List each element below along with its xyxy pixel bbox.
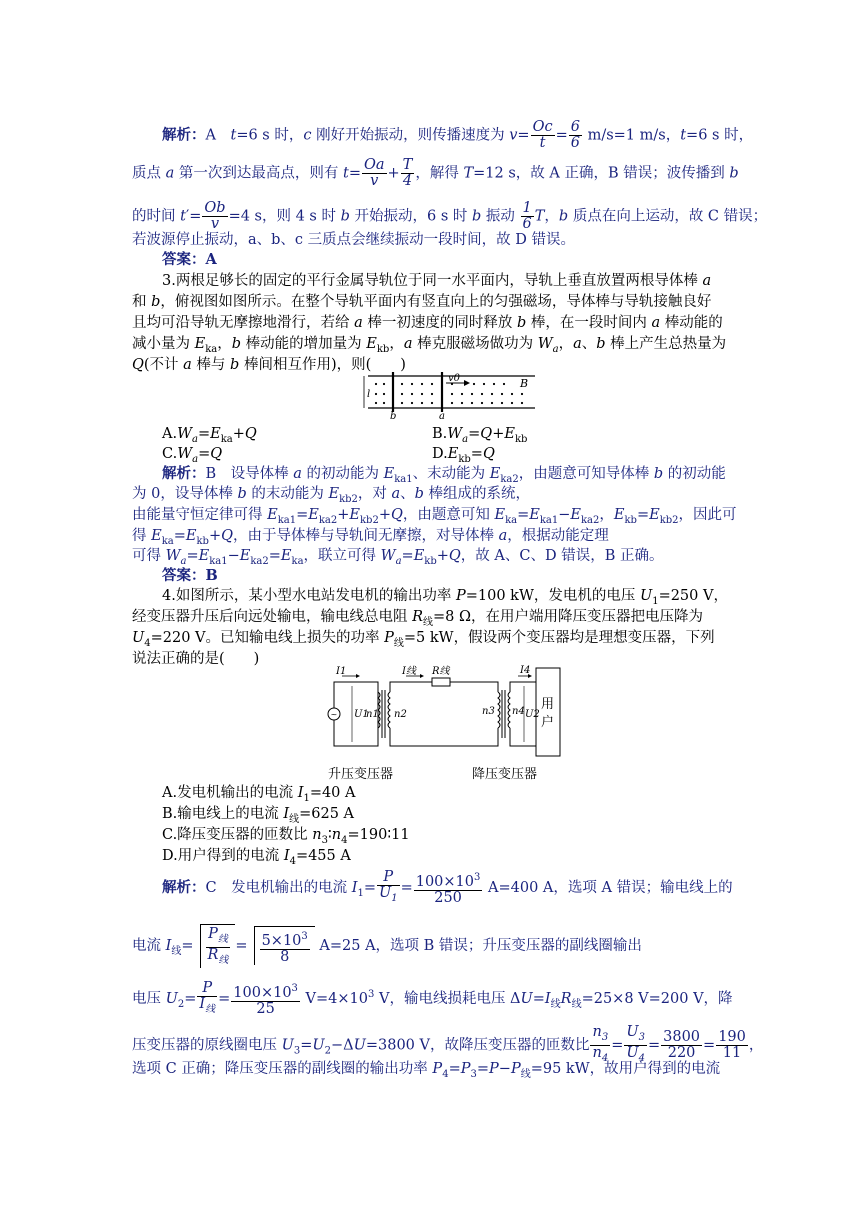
label-b: b xyxy=(390,411,397,420)
q2-answer: 答案：A xyxy=(162,251,217,268)
q4-stem-line-3: $U_4=220$ V。已知输电线上损失的功率 $P_线=5$ kW，假设两个变压器均是理想变压器，下列 xyxy=(132,630,715,649)
q3-answer: 答案：B xyxy=(162,567,218,584)
q2-analysis-line-2: 质点 a 第一次到达最高点，则有 t= $\frac{Oa}{v}$ + $\frac{T}{4}$ ，解得 T=12 s，故 A 正确，B 错误；波传播到 b xyxy=(132,157,739,189)
label-n3: n3 xyxy=(482,706,495,717)
q4-analysis-line-2: 电流 $I_线=$ $\frac{P_线}{R_线}$ = $\frac{5\times 10^3}{8}$ A=25 A，选项 B 错误；升压变压器的副线圈输出 xyxy=(132,926,642,966)
q3-stem-line-5: Q(不计 a 棒与 b 棒间相互作用)，则( ) xyxy=(132,357,406,373)
q3-stem-line-1: 3.两根足够长的固定的平行金属导轨位于同一水平面内，导轨上垂直放置两根导体棒 a xyxy=(162,273,712,289)
caption-step-down: 降压变压器 xyxy=(472,767,538,782)
label-U2: U2 xyxy=(525,709,540,720)
label-n2: n2 xyxy=(394,709,407,720)
q4-option-b: B.输电线上的电流 $I_线=625$ A xyxy=(162,806,355,825)
q4-analysis-line-4: 压变压器的原线圈电压 $U_3=U_2-\Delta U=3800$ V，故降压变压器的匝数比 $\frac{n_3}{n_4}$ = $\frac{U_3}{U_4}$ = $\frac{3800}{220}$ = $\frac{190}{11}$ ， xyxy=(132,1024,764,1064)
label-I4: I4 xyxy=(520,665,531,676)
q3-option-d: $D.E_{kb}=Q$ xyxy=(432,446,495,465)
q3-stem-line-2: 和 b，俯视图如图所示。在整个导轨平面内有竖直向上的匀强磁场，导体棒与导轨接触良好 xyxy=(132,294,712,310)
label-U1: U1 xyxy=(354,709,369,720)
q3-option-c: $C.W_a=Q$ xyxy=(162,446,223,465)
label-n4: n4 xyxy=(512,706,525,717)
q4-stem-line-1: 4.如图所示，某小型水电站发电机的输出功率 P=100 kW，发电机的电压 $U_1=250$ V， xyxy=(162,588,728,607)
q3-stem-line-4: 减小量为 $E_{ka}$，b 棒动能的增加量为 $E_{kb}$，a 棒克服磁场做功为 $W_a$，a、b 棒上产生总热量为 xyxy=(132,336,727,355)
rails-figure xyxy=(360,370,540,420)
q3-analysis-line-2: 为 0，设导体棒 b 的末动能为 $E_{kb2}$，对 a、b 棒组成的系统， xyxy=(132,486,531,505)
label-B: B xyxy=(520,377,529,390)
q4-stem-line-2: 经变压器升压后向远处输电，输电线总电阻 $R_线=8$ Ω，在用户端用降压变压器把电压降为 xyxy=(132,609,704,628)
q2-analysis-line-4: 若波源停止振动，a、b、c 三质点会继续振动一段时间，故 D 错误。 xyxy=(132,232,575,248)
caption-step-up: 升压变压器 xyxy=(328,767,394,782)
label-I-line: I线 xyxy=(402,666,416,677)
q4-option-a: A.发电机输出的电流 $I_1=40$ A xyxy=(162,785,356,804)
user-label-2: 户 xyxy=(541,715,555,730)
q4-option-d: D.用户得到的电流 $I_4=455$ A xyxy=(162,848,351,867)
q4-analysis-line-5: 选项 C 正确；降压变压器的副线圈的输出功率 $P_4=P_3=P-P_线=95$ kW，故用户得到的电流 xyxy=(132,1061,721,1080)
q2-analysis-line-1: 解析：A t=6 s 时，c 刚好开始振动，则传播速度为 v= $\frac{Oc}{t}$ = $\frac{6}{6}$ m/s=1 m/s，t=6 s 时， xyxy=(162,119,754,151)
q3-option-a: $A.W_a=E_{ka}+Q$ xyxy=(162,426,257,445)
q4-option-c: C.降压变压器的匝数比 $n_3∶n_4=190∶11$ xyxy=(162,827,410,846)
label-n1: n1 xyxy=(366,709,379,720)
q4-analysis-line-1: 解析：C 发电机输出的电流 $I_1=$ $\frac{P}{U_1}$ = $\frac{100\times 10^3}{250}$ A=400 A，选项 A 错误；输电线上的 xyxy=(162,869,733,906)
label-l: l xyxy=(367,389,371,400)
label-I1: I1 xyxy=(336,666,347,677)
q3-option-b: $B.W_a=Q+E_{kb}$ xyxy=(432,426,528,445)
transmission-circuit-figure xyxy=(322,664,572,760)
q3-stem-line-3: 且均可沿导轨无摩擦地滑行，若给 a 棒一初速度的同时释放 b 棒，在一段时间内 a 棒动能的 xyxy=(132,315,723,331)
q4-analysis-line-3: 电压 $U_2=$ $\frac{P}{I_线}$ = $\frac{100\times 10^3}{25}$ $V=4\times 10^3$ V，输电线损耗电压 $\Delta U=I_线R_线=25\times 8$ V=200 V，降 xyxy=(132,980,733,1017)
q3-analysis-line-3: 由能量守恒定律可得 $E_{ka1}=E_{ka2}+E_{kb2}+Q$，由题意可知 $E_{ka}=E_{ka1}-E_{ka2}$，$E_{kb}=E_{kb2}$，因此可 xyxy=(132,507,737,526)
svg-text:~: ~ xyxy=(330,710,338,719)
label-v0: v0 xyxy=(448,373,461,384)
q2-analysis-line-3: 的时间 t′= $\frac{Ob}{v}$ =4 s，则 4 s 时 b 开始振动，6 s 时 b 振动 $\frac{1}{6}$ T，b 质点在向上运动，故 C 错误； xyxy=(132,200,768,232)
q3-analysis-line-5: 可得 $W_a=E_{ka1}-E_{ka2}=E_{ka}$，联立可得 $W_a=E_{kb}+Q$，故 A、C、D 错误，B 正确。 xyxy=(132,548,664,567)
label-a: a xyxy=(439,411,445,420)
q3-analysis-line-4: 得 $E_{ka}=E_{kb}+Q$，由于导体棒与导轨间无摩擦，对导体棒 a，根据动能定理 xyxy=(132,528,609,547)
q3-analysis-line-1: 解析：B 设导体棒 a 的初动能为 $E_{ka1}$、末动能为 $E_{ka2}$，由题意可知导体棒 b 的初动能 xyxy=(162,465,726,485)
label-R-line: R线 xyxy=(432,666,450,677)
q4-stem-line-4: 说法正确的是( ) xyxy=(132,651,260,667)
user-label: 用 xyxy=(541,697,555,712)
